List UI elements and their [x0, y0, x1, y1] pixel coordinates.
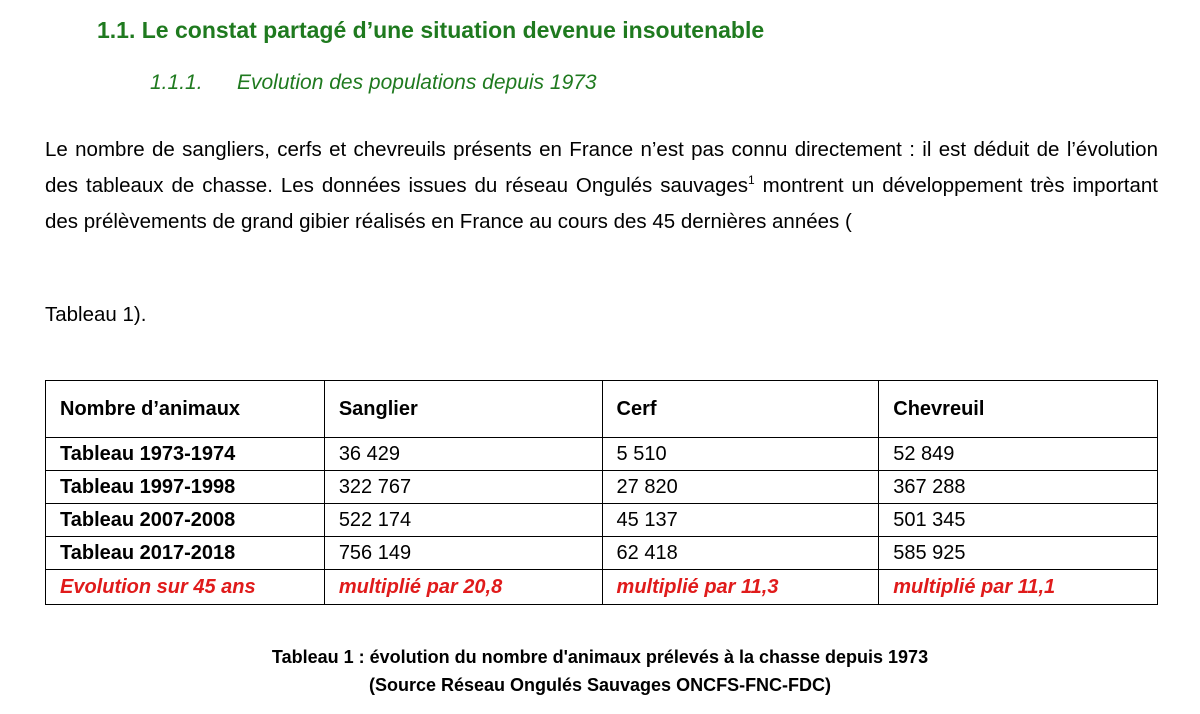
row-label: Tableau 1997-1998 [46, 471, 325, 504]
row-label: Tableau 2007-2008 [46, 504, 325, 537]
cell-chevreuil: 367 288 [879, 471, 1158, 504]
subsection-heading [150, 71, 597, 95]
cell-cerf: 62 418 [602, 537, 879, 570]
column-header-chevreuil: Chevreuil [879, 381, 1158, 438]
evolution-row [46, 570, 1158, 605]
column-header-animals: Nombre d’animaux [46, 381, 325, 438]
caption-source: (Source Réseau Ongulés Sauvages ONCFS-FNC-FDC) [368, 675, 832, 695]
cell-sanglier: 322 767 [324, 471, 602, 504]
body-paragraph [45, 132, 1158, 240]
paragraph-continuation: Tableau 1). [45, 303, 147, 326]
table-header-row [46, 381, 1158, 438]
table-row [46, 504, 1158, 537]
cell-chevreuil: 585 925 [879, 537, 1158, 570]
cell-chevreuil: 501 345 [879, 504, 1158, 537]
cell-sanglier: 756 149 [324, 537, 602, 570]
caption-title: Tableau 1 : évolution du nombre d'animaux prélevés à la chasse depuis 1973 [271, 647, 929, 667]
cell-chevreuil: 52 849 [879, 438, 1158, 471]
cell-cerf: 45 137 [602, 504, 879, 537]
table-row [46, 438, 1158, 471]
cell-sanglier: 36 429 [324, 438, 602, 471]
paragraph-text-continued: montrent un développement très important des prélèvements de grand gibier réalisés en France au cours des 45 dernières années ( [45, 174, 1158, 233]
evolution-sanglier: multiplié par 20,8 [324, 570, 602, 605]
footnote-reference[interactable]: 1 [748, 173, 755, 188]
column-header-cerf: Cerf [602, 381, 879, 438]
section-heading: 1.1. Le constat partagé d’une situation devenue insoutenable [97, 17, 765, 43]
cell-cerf: 27 820 [602, 471, 879, 504]
evolution-chevreuil: multiplié par 11,1 [879, 570, 1158, 605]
row-label: Tableau 2017-2018 [46, 537, 325, 570]
column-header-sanglier: Sanglier [324, 381, 602, 438]
evolution-label: Evolution sur 45 ans [46, 570, 325, 605]
cell-sanglier: 522 174 [324, 504, 602, 537]
hunting-statistics-table [45, 380, 1158, 605]
table-caption [0, 643, 1200, 699]
paragraph-text: Le nombre de sangliers, cerfs et chevreuils présents en France n’est pas connu directement : il est déduit de l’évolution des tableaux de chasse. Les données issues du réseau Ongulés sauvages [45, 138, 1158, 197]
subsection-number: 1.1.1. [150, 71, 203, 94]
subsection-title: Evolution des populations depuis 1973 [237, 71, 597, 94]
table-row [46, 471, 1158, 504]
cell-cerf: 5 510 [602, 438, 879, 471]
row-label: Tableau 1973-1974 [46, 438, 325, 471]
table-row [46, 537, 1158, 570]
evolution-cerf: multiplié par 11,3 [602, 570, 879, 605]
